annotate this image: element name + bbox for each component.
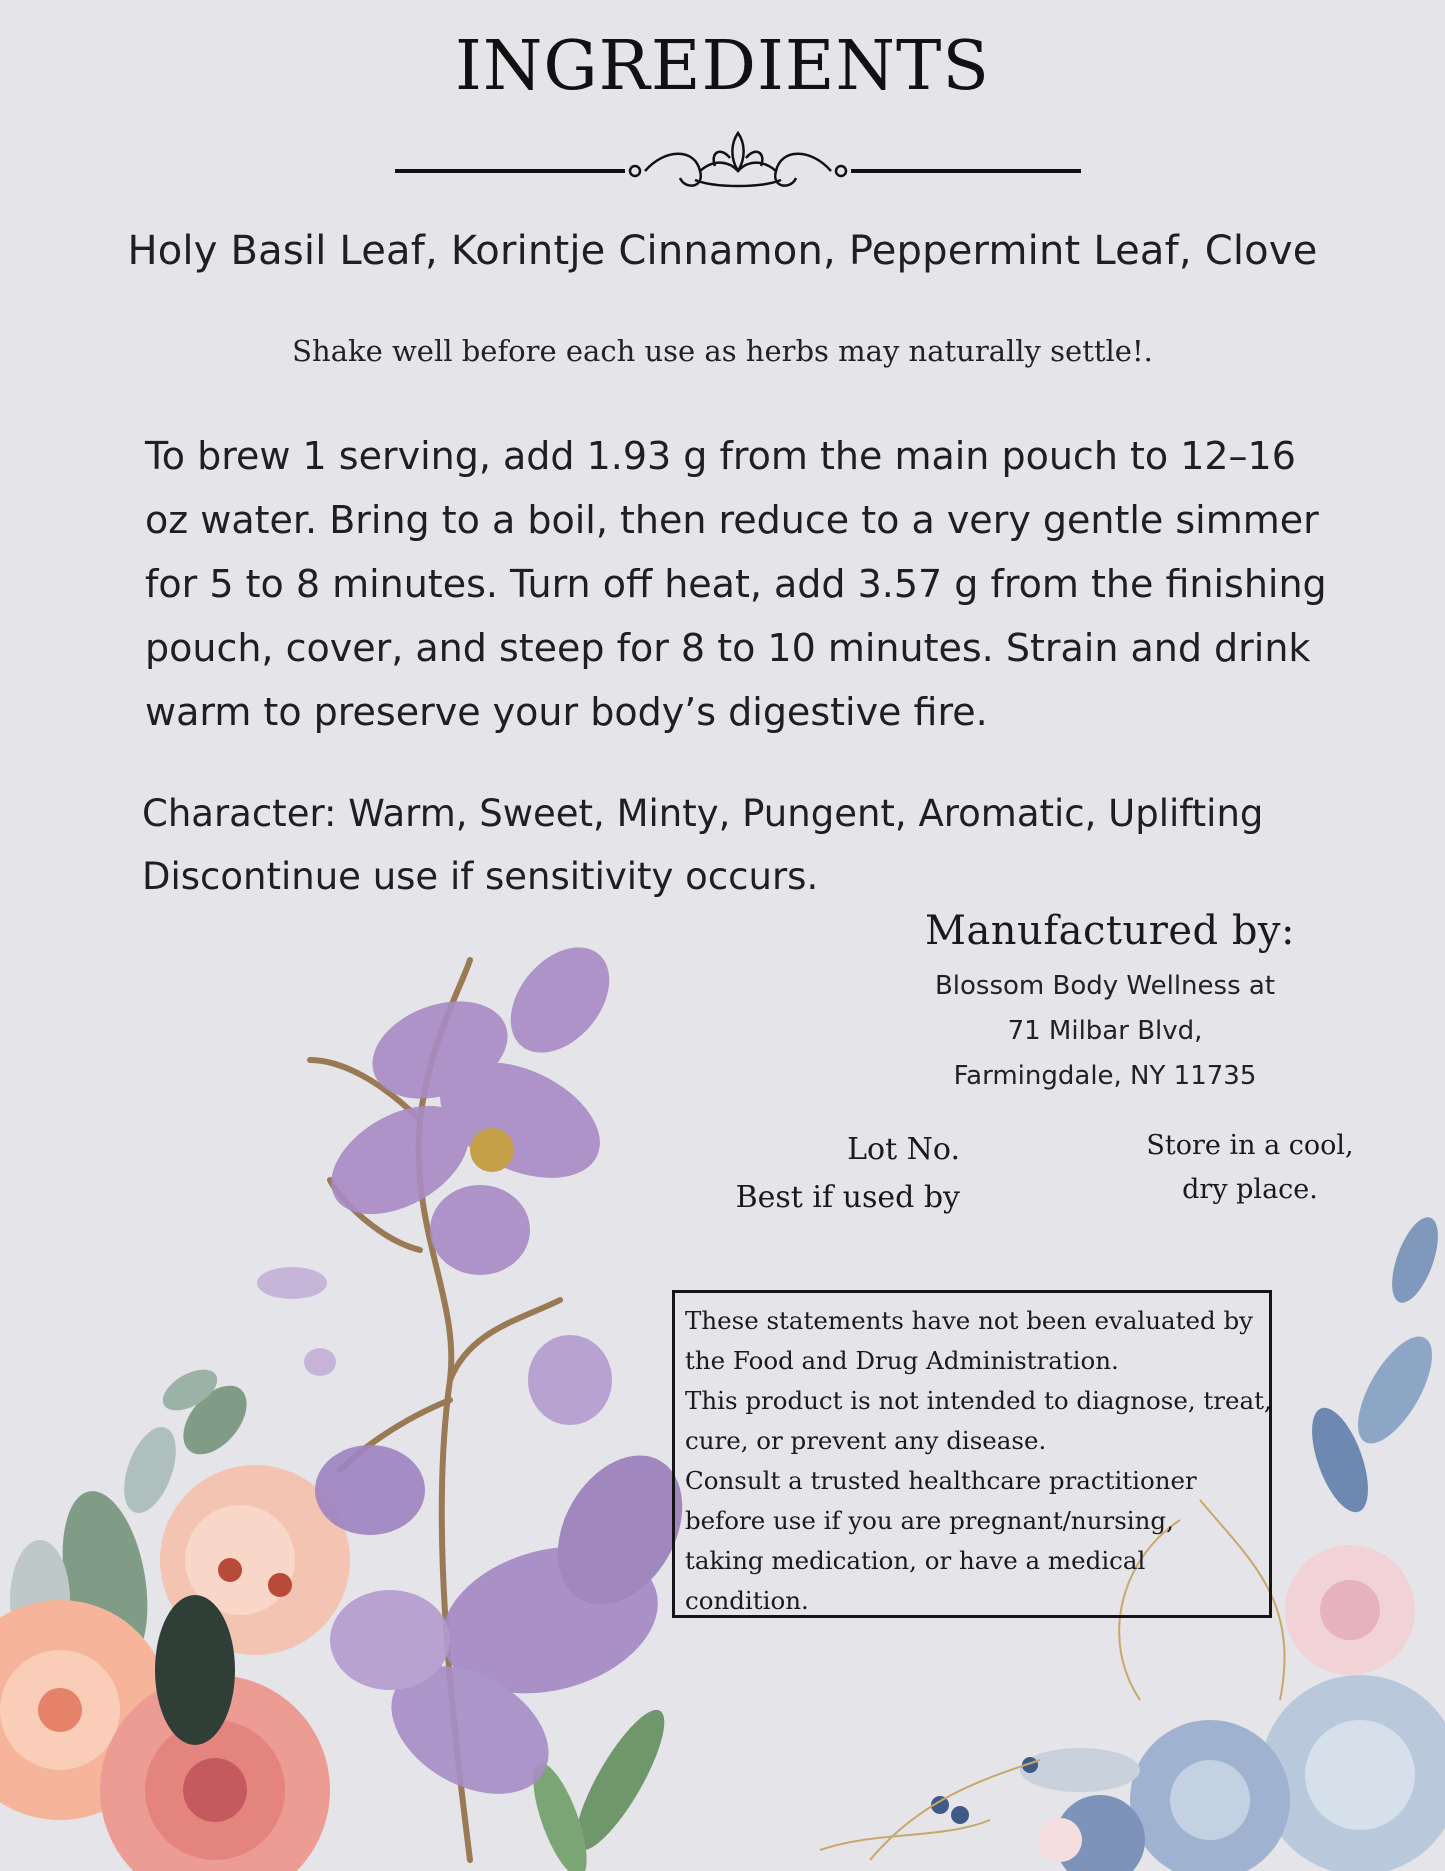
disclaimer-line: These statements have not been evaluated by <box>685 1306 1253 1335</box>
caution-line: Discontinue use if sensitivity occurs. <box>142 855 819 898</box>
best-by-label: Best if used by <box>735 1180 960 1215</box>
speckled-leaf <box>155 1595 235 1745</box>
brew-line: warm to preserve your body’s digestive fire. <box>145 690 988 734</box>
manufacturer-address <box>845 964 1365 1099</box>
disclaimer-line: cure, or prevent any disease. <box>685 1426 1047 1455</box>
ornamental-divider <box>395 128 1081 214</box>
shake-note: Shake well before each use as herbs may naturally settle!. <box>292 334 1153 368</box>
brew-line: pouch, cover, and steep for 8 to 10 minutes. Strain and drink <box>145 626 1311 670</box>
disclaimer-line: before use if you are pregnant/nursing, <box>685 1506 1174 1535</box>
disclaimer-line: This product is not intended to diagnose, treat, <box>685 1386 1272 1415</box>
ingredient-list: Holy Basil Leaf, Korintje Cinnamon, Peppermint Leaf, Clove <box>127 228 1318 274</box>
page-title: INGREDIENTS <box>455 27 990 106</box>
brewing-instructions <box>145 424 1335 744</box>
storage-note <box>1125 1124 1375 1212</box>
manufacturer-name: Blossom Body Wellness at <box>934 971 1276 1001</box>
manufacturer-city: Farmingdale, NY 11735 <box>953 1061 1257 1091</box>
lot-info <box>640 1126 960 1222</box>
brew-line: To brew 1 serving, add 1.93 g from the main pouch to 12–16 <box>145 434 1296 478</box>
disclaimer-line: Consult a trusted healthcare practitioner <box>685 1466 1197 1495</box>
fda-disclaimer-box <box>672 1290 1272 1618</box>
disclaimer-line: taking medication, or have a medical <box>685 1546 1146 1575</box>
storage-line: Store in a cool, <box>1146 1130 1354 1161</box>
brew-line: for 5 to 8 minutes. Turn off heat, add 3.57 g from the finishing <box>145 562 1327 606</box>
manufacturer-street: 71 Milbar Blvd, <box>1007 1016 1203 1046</box>
lot-number-label: Lot No. <box>847 1132 960 1167</box>
character-line: Character: Warm, Sweet, Minty, Pungent, Aromatic, Uplifting <box>142 792 1264 835</box>
disclaimer-line: the Food and Drug Administration. <box>685 1346 1119 1375</box>
character-section <box>142 782 1342 908</box>
brew-line: oz water. Bring to a boil, then reduce to a very gentle simmer <box>145 498 1319 542</box>
storage-line: dry place. <box>1182 1174 1318 1205</box>
disclaimer-line: condition. <box>685 1586 809 1615</box>
manufacturer-heading: Manufactured by: <box>924 908 1295 954</box>
